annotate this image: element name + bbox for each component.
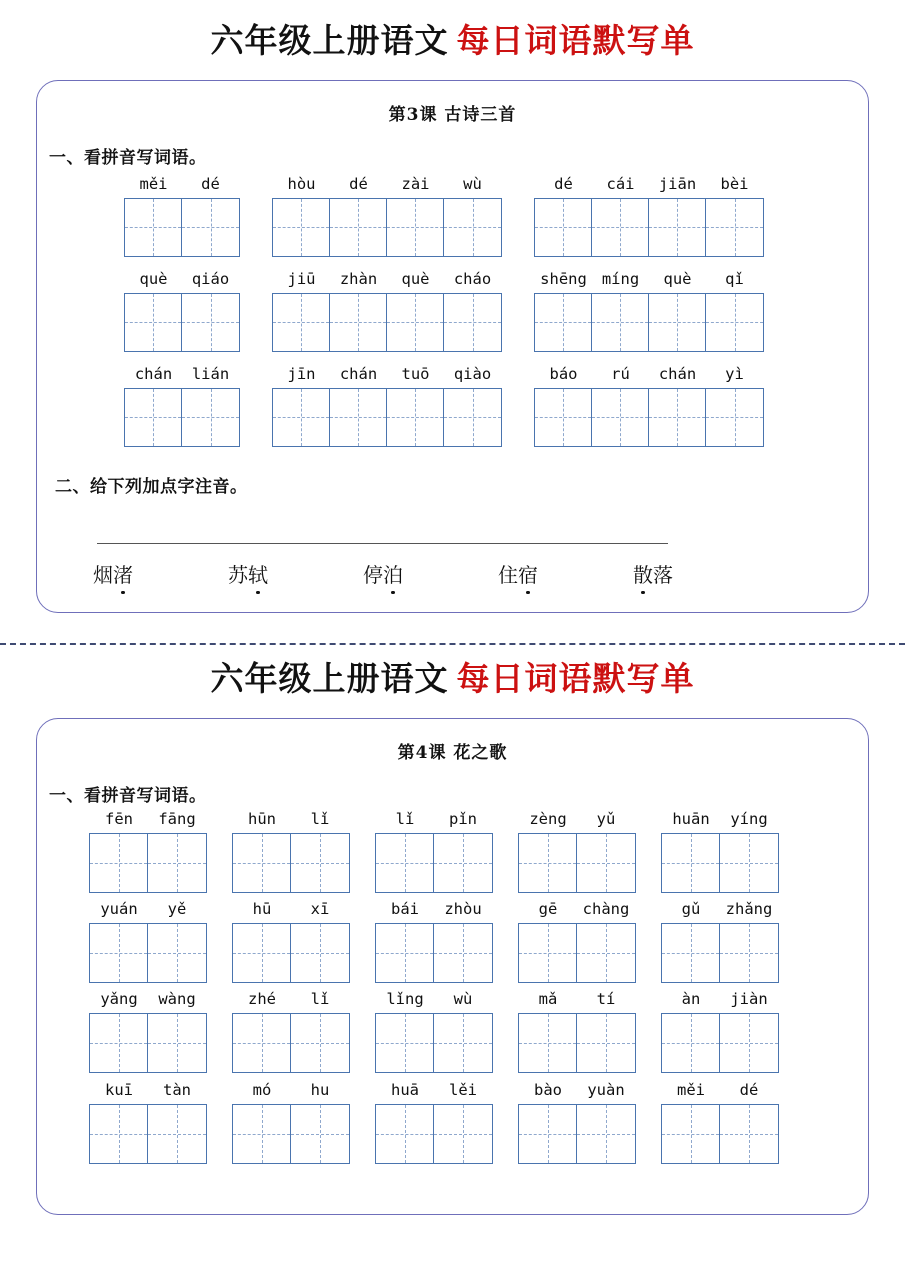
grid-cell[interactable] (577, 1105, 635, 1163)
grid-cell[interactable] (577, 924, 635, 982)
dotted-word-char: 停 (363, 563, 383, 587)
pinyin-label: yuán yě (100, 900, 187, 918)
pinyin-grid-group[interactable] (272, 177, 502, 257)
page-separator-dashed-line (0, 643, 905, 645)
lesson-title-4: 第4课 花之歌 (397, 743, 508, 763)
grid-cell[interactable] (387, 199, 444, 256)
dotted-word[interactable] (363, 559, 403, 588)
pinyin-grid-group[interactable] (661, 902, 779, 983)
pinyin-grid-group[interactable] (534, 177, 764, 257)
grid-cell[interactable] (291, 834, 349, 892)
pinyin-label: huā lěi (391, 1081, 477, 1099)
pinyin-label: mǎ tí (538, 990, 616, 1008)
pinyin-grid-group[interactable] (661, 992, 779, 1073)
grid-cell[interactable] (519, 834, 577, 892)
dotted-word[interactable] (633, 559, 673, 588)
banner-black-text-1: 六年级上册语文 (210, 21, 449, 60)
grid-cell[interactable] (592, 389, 649, 446)
pinyin-label: mó hu (252, 1081, 330, 1099)
pinyin-label: báo rú chán yì (549, 365, 744, 383)
character-grid[interactable] (232, 923, 350, 983)
grid-cell[interactable] (376, 924, 434, 982)
pinyin-grid-group[interactable] (272, 367, 502, 447)
character-grid[interactable] (534, 388, 764, 447)
grid-cell[interactable] (148, 1105, 206, 1163)
pinyin-label: lǐ pǐn (395, 810, 477, 828)
pinyin-grid-group[interactable] (661, 1083, 779, 1164)
character-grid[interactable] (661, 833, 779, 893)
pinyin-grid-group[interactable] (375, 992, 493, 1073)
banner-red-text-2: 每日词语默写单 (456, 659, 695, 698)
pinyin-grid-group[interactable] (232, 1083, 350, 1164)
pinyin-grid-group[interactable] (124, 177, 240, 257)
pinyin-grid-row (89, 812, 779, 893)
pinyin-grid-row (89, 902, 779, 983)
grid-cell[interactable] (125, 199, 182, 256)
pinyin-label: bào yuàn (534, 1081, 625, 1099)
pinyin-grid-row (89, 992, 779, 1073)
grid-cell[interactable] (387, 294, 444, 351)
pinyin-grid-group[interactable] (375, 902, 493, 983)
grid-cell[interactable] (720, 924, 778, 982)
dotted-word-char-marked: 散 (633, 559, 653, 588)
grid-cell[interactable] (182, 389, 239, 446)
grid-cell[interactable] (706, 199, 763, 256)
pinyin-grid-group[interactable] (534, 367, 764, 447)
pinyin-grid-group[interactable] (232, 992, 350, 1073)
grid-cell[interactable] (90, 834, 148, 892)
grid-cell[interactable] (273, 389, 330, 446)
pinyin-grid-row (124, 272, 764, 352)
grid-cell[interactable] (662, 924, 720, 982)
grid-cell[interactable] (376, 834, 434, 892)
pinyin-grid-group[interactable] (518, 992, 636, 1073)
pinyin-label: kuī tàn (105, 1081, 191, 1099)
pinyin-label: jīn chán tuō qiào (287, 365, 492, 383)
section-heading-annotate-pinyin: 二、给下列加点字注音。 (55, 477, 248, 497)
pinyin-label: jiū zhàn què cháo (287, 270, 492, 288)
grid-cell[interactable] (330, 389, 387, 446)
pinyin-grid-group[interactable] (232, 902, 350, 983)
character-grid[interactable] (89, 1104, 207, 1164)
character-grid[interactable] (272, 293, 502, 352)
character-grid[interactable] (232, 1013, 350, 1073)
grid-cell[interactable] (233, 834, 291, 892)
dotted-word-char: 烟 (93, 563, 113, 587)
pinyin-grid-row (89, 1083, 779, 1164)
pinyin-label: měi dé (677, 1081, 759, 1099)
character-grid[interactable] (518, 833, 636, 893)
character-grid[interactable] (375, 1013, 493, 1073)
pinyin-grid-group[interactable] (89, 902, 207, 983)
character-grid[interactable] (661, 1013, 779, 1073)
grid-cell[interactable] (535, 389, 592, 446)
grid-cell[interactable] (444, 294, 501, 351)
pinyin-label: gē chàng (538, 900, 630, 918)
grid-cell[interactable] (434, 1014, 492, 1072)
pinyin-label: yǎng wàng (100, 990, 196, 1008)
grid-cell[interactable] (706, 294, 763, 351)
banner-red-text-1: 每日词语默写单 (456, 21, 695, 60)
pinyin-grid-row (124, 367, 764, 447)
grid-cell[interactable] (535, 199, 592, 256)
pinyin-label: huān yíng (672, 810, 768, 828)
character-grid[interactable] (518, 1013, 636, 1073)
character-grid[interactable] (375, 833, 493, 893)
pinyin-label: hū xī (252, 900, 330, 918)
character-grid[interactable] (89, 1013, 207, 1073)
dotted-word-char-marked: 宿 (518, 559, 538, 588)
pinyin-grid-group[interactable] (661, 812, 779, 893)
character-grid[interactable] (272, 388, 502, 447)
grid-cell[interactable] (376, 1014, 434, 1072)
grid-cell[interactable] (148, 1014, 206, 1072)
character-grid[interactable] (272, 198, 502, 257)
grid-cell[interactable] (330, 294, 387, 351)
dotted-word-char-marked: 轼 (248, 559, 268, 588)
grid-cell[interactable] (434, 924, 492, 982)
grid-cell[interactable] (376, 1105, 434, 1163)
grid-cell[interactable] (233, 1105, 291, 1163)
character-grid[interactable] (89, 923, 207, 983)
pinyin-label: lǐng wù (386, 990, 473, 1008)
grid-cell[interactable] (273, 294, 330, 351)
pinyin-label: shēng míng què qǐ (540, 270, 744, 288)
grid-cell[interactable] (720, 1105, 778, 1163)
grid-cell[interactable] (330, 199, 387, 256)
pinyin-grid-group[interactable] (518, 1083, 636, 1164)
grid-cell[interactable] (233, 1014, 291, 1072)
dotted-word-char: 苏 (228, 563, 248, 587)
character-grid[interactable] (518, 923, 636, 983)
pinyin-label: měi dé (139, 175, 220, 193)
pinyin-grid-group[interactable] (518, 902, 636, 983)
worksheet-card-lesson-4 (36, 718, 869, 1215)
answer-line[interactable] (97, 543, 668, 544)
worksheet-lesson-4 (0, 660, 905, 1215)
character-grid[interactable] (124, 388, 240, 447)
grid-cell[interactable] (387, 389, 444, 446)
dotted-word-char: 住 (498, 563, 518, 587)
grid-cell[interactable] (662, 1014, 720, 1072)
pinyin-label: fēn fāng (105, 810, 196, 828)
pinyin-grid-group[interactable] (89, 1083, 207, 1164)
grid-cell[interactable] (592, 199, 649, 256)
grid-cell[interactable] (720, 834, 778, 892)
page-title-banner-1 (0, 22, 905, 66)
character-grid[interactable] (124, 293, 240, 352)
grid-cell[interactable] (577, 1014, 635, 1072)
dotted-word[interactable] (93, 559, 133, 588)
pinyin-label: què qiáo (139, 270, 230, 288)
grid-cell[interactable] (662, 1105, 720, 1163)
pinyin-label: gǔ zhǎng (681, 900, 773, 918)
pinyin-label: zèng yǔ (529, 810, 616, 828)
grid-cell[interactable] (649, 389, 706, 446)
pinyin-grid-group[interactable] (534, 272, 764, 352)
lesson-title-3: 第3课 古诗三首 (388, 105, 517, 125)
grid-cell[interactable] (720, 1014, 778, 1072)
character-grid[interactable] (232, 1104, 350, 1164)
grid-cell[interactable] (577, 834, 635, 892)
worksheet-lesson-3 (0, 22, 905, 613)
banner-black-text-2: 六年级上册语文 (210, 659, 449, 698)
grid-cell[interactable] (125, 294, 182, 351)
grid-cell[interactable] (444, 389, 501, 446)
grid-cell[interactable] (519, 924, 577, 982)
grid-cell[interactable] (662, 834, 720, 892)
pinyin-label: àn jiàn (681, 990, 768, 1008)
dotted-word-char: 落 (653, 563, 673, 587)
pinyin-label: bái zhòu (391, 900, 482, 918)
pinyin-grid-group[interactable] (232, 812, 350, 893)
grid-cell[interactable] (592, 294, 649, 351)
pinyin-label: zhé lǐ (248, 990, 330, 1008)
pinyin-grid-group[interactable] (89, 812, 207, 893)
grid-cell[interactable] (291, 1014, 349, 1072)
pinyin-grid-group[interactable] (124, 272, 240, 352)
character-grid[interactable] (375, 923, 493, 983)
pinyin-grid-group[interactable] (375, 1083, 493, 1164)
grid-cell[interactable] (90, 924, 148, 982)
pinyin-grid-group[interactable] (518, 812, 636, 893)
grid-cell[interactable] (434, 1105, 492, 1163)
grid-cell[interactable] (649, 199, 706, 256)
pinyin-grid-group[interactable] (124, 367, 240, 447)
character-grid[interactable] (518, 1104, 636, 1164)
grid-cell[interactable] (90, 1105, 148, 1163)
pinyin-grid-group[interactable] (89, 992, 207, 1073)
section-heading-pinyin-writing-4: 一、看拼音写词语。 (49, 786, 207, 806)
grid-cell[interactable] (90, 1014, 148, 1072)
pinyin-grid-group[interactable] (375, 812, 493, 893)
dotted-word[interactable] (498, 559, 538, 588)
grid-cell[interactable] (291, 1105, 349, 1163)
grid-cell[interactable] (125, 389, 182, 446)
pinyin-grid-row (124, 177, 764, 257)
character-grid[interactable] (375, 1104, 493, 1164)
grid-cell[interactable] (148, 834, 206, 892)
dotted-word-char-marked: 泊 (383, 559, 403, 588)
pinyin-label: chán lián (134, 365, 230, 383)
section-heading-pinyin-writing-3: 一、看拼音写词语。 (49, 148, 207, 168)
grid-cell[interactable] (706, 389, 763, 446)
dotted-words-list (93, 559, 673, 588)
grid-cell[interactable] (535, 294, 592, 351)
worksheet-card-lesson-3 (36, 80, 869, 613)
grid-cell[interactable] (434, 834, 492, 892)
character-grid[interactable] (232, 833, 350, 893)
character-grid[interactable] (661, 1104, 779, 1164)
character-grid[interactable] (124, 198, 240, 257)
pinyin-label: hūn lǐ (248, 810, 330, 828)
pinyin-grid-group[interactable] (272, 272, 502, 352)
grid-cell[interactable] (273, 199, 330, 256)
grid-cell[interactable] (649, 294, 706, 351)
grid-cell[interactable] (148, 924, 206, 982)
character-grid[interactable] (661, 923, 779, 983)
pinyin-label: hòu dé zài wù (287, 175, 482, 193)
grid-cell[interactable] (519, 1014, 577, 1072)
character-grid[interactable] (534, 198, 764, 257)
grid-cell[interactable] (182, 199, 239, 256)
grid-cell[interactable] (182, 294, 239, 351)
dotted-word[interactable] (228, 559, 268, 588)
character-grid[interactable] (89, 833, 207, 893)
grid-cell[interactable] (233, 924, 291, 982)
pinyin-label: dé cái jiān bèi (554, 175, 749, 193)
grid-cell[interactable] (519, 1105, 577, 1163)
character-grid[interactable] (534, 293, 764, 352)
page-title-banner-2 (0, 660, 905, 704)
grid-cell[interactable] (444, 199, 501, 256)
dotted-word-char-marked: 渚 (113, 559, 133, 588)
grid-cell[interactable] (291, 924, 349, 982)
